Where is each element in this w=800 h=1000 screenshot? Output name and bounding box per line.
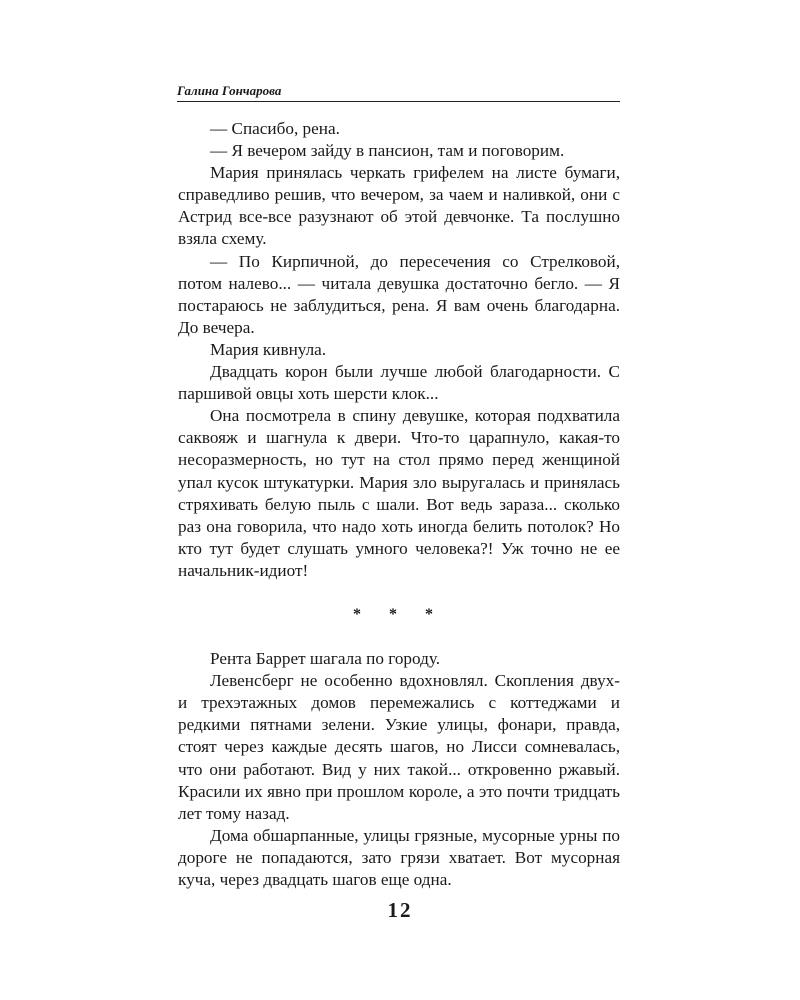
section-separator: * * *	[353, 605, 445, 623]
page-number: 12	[387, 898, 413, 922]
paragraph: Двадцать корон были лучше любой благодарности. С паршивой овцы хоть шерсти клок...	[178, 362, 620, 404]
paragraph: Мария принялась черкать грифелем на листе бумаги, справедливо решив, что вечером, за чаем и наливкой, они с Астрид все-все разузнают об этой девчонке. Та послушно взяла схему.	[178, 163, 620, 249]
paragraph: Рента Баррет шагала по городу.	[210, 649, 441, 669]
paragraph: — Я вечером зайду в пансион, там и поговорим.	[210, 141, 565, 161]
paragraph: — По Кирпичной, до пересечения со Стрелковой, потом налево... — читала девушка достаточно бегло. — Я постараюсь не заблудиться, рена. Я вам очень благодарна. До вечера.	[178, 251, 620, 337]
paragraph: — Спасибо, рена.	[210, 119, 340, 138]
paragraph: Она посмотрела в спину девушке, которая подхватила саквояж и шагнула к двери. Что-то царапнуло, какая-то несоразмерность, но тут на стол прямо перед женщиной упал кусок штукатурки. Мария зло выругалась и принялась стряхивать белую пыль с шали. Вот ведь зараза... сколько раз она говорила, что надо хоть иногда белить потолок? Но кто тут будет слушать умного человека?! Уж точно не ее начальник-идиот!	[178, 406, 620, 580]
body-text	[178, 118, 620, 891]
paragraph: Мария кивнула.	[210, 339, 327, 359]
header-author: Галина Гончарова	[177, 83, 282, 98]
paragraph: Дома обшарпанные, улицы грязные, мусорные урны по дороге не попадаются, зато грязи хватает. Вот мусорная куча, через двадцать шагов еще одна.	[178, 825, 620, 889]
paragraph: Левенсберг не особенно вдохновлял. Скопления двух- и трехэтажных домов перемежались с коттеджами и редкими пятнами зелени. Узкие улицы, фонари, правда, стоят через каждые десять шагов, но Лисси сомневалась, что они работают. Вид у них такой... откровенно ржавый. Красили их явно при прошлом короле, а это почти тридцать лет тому назад.	[178, 671, 620, 823]
running-header	[177, 80, 620, 102]
